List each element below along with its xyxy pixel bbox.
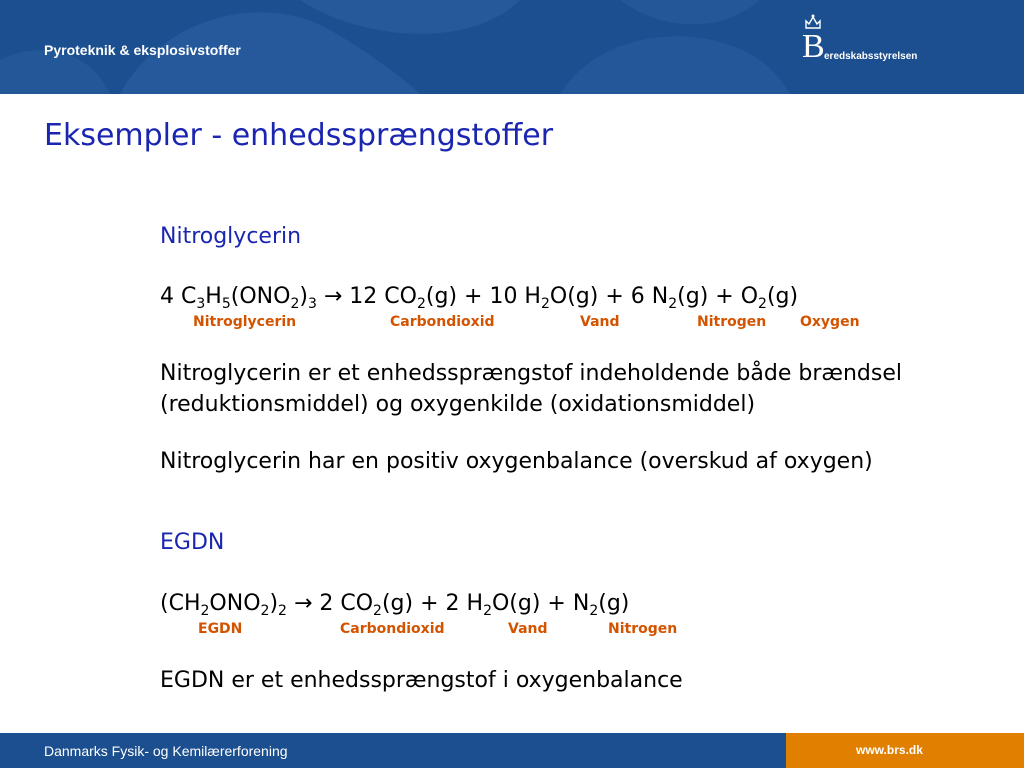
label-egdn: EGDN (198, 621, 243, 637)
label-carbondioxid: Carbondioxid (340, 621, 445, 637)
nitroglycerin-balance: Nitroglycerin har en positiv oxygenbalance (overskud af oxygen) (160, 449, 873, 474)
egdn-equation: $(CH_2ONO_2)_2 \to 2$ $CO_2(g) + 2$ $H_2O(g) + N_2(g)$ (160, 591, 630, 619)
label-carbondioxid: Carbondioxid (390, 314, 495, 330)
beredskabsstyrelsen-logo (800, 14, 1000, 74)
label-nitroglycerin: Nitroglycerin (193, 314, 297, 330)
slide-header (0, 0, 1024, 94)
label-vand: Vand (580, 314, 620, 330)
nitroglycerin-description-line-1: Nitroglycerin er et enhedssprængstof indeholdende både brændsel (160, 361, 902, 386)
slide-footer (0, 733, 1024, 768)
egdn-heading: EGDN (160, 530, 225, 555)
nitroglycerin-description-line-2: (reduktionsmiddel) og oxygenkilde (oxidationsmiddel) (160, 392, 756, 417)
footer-url-link[interactable]: www.brs.dk (856, 743, 923, 757)
footer-right-panel (786, 733, 1024, 768)
egdn-description: EGDN er et enhedssprængstof i oxygenbalance (160, 668, 683, 693)
nitroglycerin-heading: Nitroglycerin (160, 224, 302, 249)
footer-left-panel (0, 733, 786, 768)
label-nitrogen: Nitrogen (608, 621, 678, 637)
logo-text: eredskabsstyrelsen (824, 51, 918, 62)
slide-title: Eksempler - enhedssprængstoffer (44, 118, 554, 153)
logo-letter: B (802, 28, 825, 65)
presentation-title: Pyroteknik & eksplosivstoffer (44, 42, 241, 58)
footer-organization: Danmarks Fysik- og Kemilærerforening (44, 743, 288, 759)
nitroglycerin-equation: 4 $C_3H_5(ONO_2)_3 \to 12$ $CO_2(g) + 10$ $H_2O(g) + 6$ $N_2(g) + O_2(g)$ (160, 284, 799, 312)
label-nitrogen: Nitrogen (697, 314, 767, 330)
label-oxygen: Oxygen (800, 314, 860, 330)
label-vand: Vand (508, 621, 548, 637)
